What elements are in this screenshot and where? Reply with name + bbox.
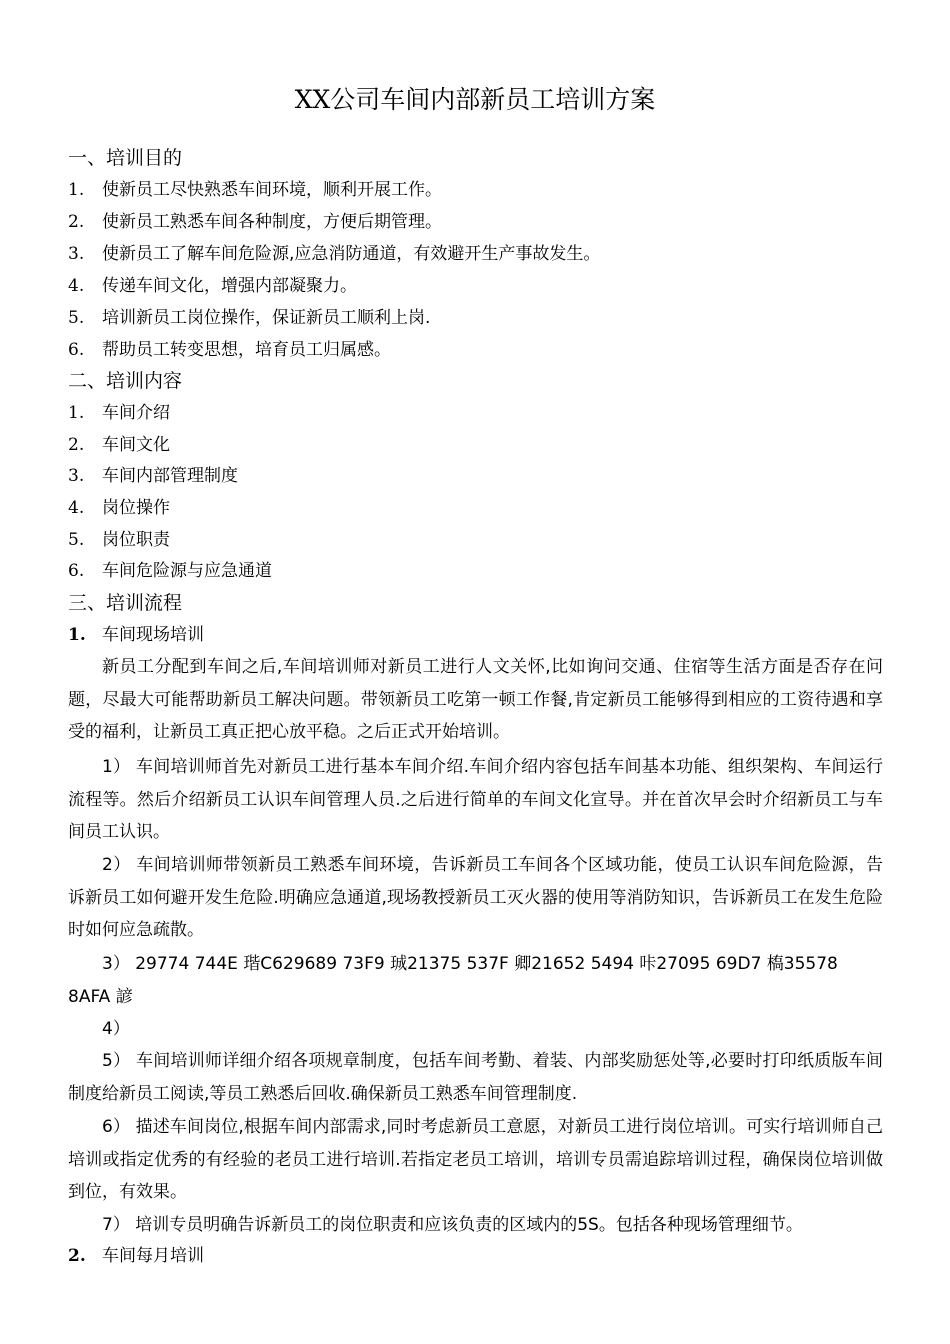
list-item-text: 使新员工了解车间危险源,应急消防通道，有效避开生产事故发生。 — [102, 244, 601, 264]
list-item-text: 使新员工熟悉车间各种制度，方便后期管理。 — [102, 212, 442, 232]
list-item-text: 传递车间文化，增强内部凝聚力。 — [102, 276, 357, 296]
document-title: XX公司车间内部新员工培训方案 — [294, 85, 656, 114]
list-item-number: 6. — [68, 340, 85, 360]
list-item-text: 岗位操作 — [102, 498, 170, 518]
list-item-number: 4. — [68, 276, 85, 296]
list-item-number: 6. — [68, 561, 85, 581]
list-item-number: 4. — [68, 498, 85, 518]
paragraph-step-5: 5） 车间培训师详细介绍各项规章制度，包括车间考勤、着装、内部奖励惩处等,必要时打印纸质版车间制度给新员工阅读,等员工熟悉后回收.确保新员工熟悉车间管理制度. — [68, 1051, 883, 1104]
list-item-number: 1. — [68, 403, 85, 423]
list-item-number: 3. — [68, 244, 85, 264]
list-item-number: 5. — [68, 530, 85, 550]
list-item-number: 5. — [68, 308, 85, 328]
subsection-title: 车间现场培训 — [102, 625, 204, 645]
list-item-text: 车间危险源与应急通道 — [102, 561, 272, 581]
paragraph-step-7: 7） 培训专员明确告诉新员工的岗位职责和应该负责的区域内的5S。包括各种现场管理细节。 — [102, 1215, 803, 1235]
list-item-text: 车间内部管理制度 — [102, 466, 238, 486]
list-item-text: 车间介绍 — [102, 403, 170, 423]
subsection-title: 车间每月培训 — [102, 1246, 204, 1266]
list-item-text: 培训新员工岗位操作，保证新员工顺利上岗. — [102, 308, 431, 328]
paragraph-step-4: 4） — [102, 1019, 130, 1039]
paragraph-intro: 新员工分配到车间之后,车间培训师对新员工进行人文关怀,比如询问交通、住宿等生活方面是否存在问题，尽最大可能帮助新员工解决问题。带领新员工吃第一顿工作餐,肯定新员工能够得到相应的工资待遇和享受的福利，让新员工真正把心放平稳。之后正式开始培训。 — [68, 657, 883, 742]
subsection-number: 2. — [68, 1246, 86, 1266]
paragraph-step-3-line-2: 8AFA 諺 — [68, 987, 133, 1007]
list-item-text: 岗位职责 — [102, 530, 170, 550]
paragraph-step-1: 1） 车间培训师首先对新员工进行基本车间介绍.车间介绍内容包括车间基本功能、组织架构、车间运行流程等。然后介绍新员工认识车间管理人员.之后进行简单的车间文化宣导。并在首次早会时介绍新员工与车间员工认识。 — [68, 757, 883, 842]
list-item-text: 帮助员工转变思想，培育员工归属感。 — [102, 340, 391, 360]
section-heading-process: 三、培训流程 — [68, 592, 183, 614]
paragraph-step-2: 2） 车间培训师带领新员工熟悉车间环境，告诉新员工车间各个区域功能，使员工认识车间危险源，告诉新员工如何避开发生危险.明确应急通道,现场教授新员工灭火器的使用等消防知识，告诉新员工在发生危险时如何应急疏散。 — [68, 855, 883, 940]
section-heading-purpose: 一、培训目的 — [68, 147, 183, 169]
list-item-number: 3. — [68, 466, 85, 486]
list-item-text: 车间文化 — [102, 435, 170, 455]
list-item-number: 1. — [68, 180, 85, 200]
list-item-number: 2. — [68, 435, 85, 455]
list-item-text: 使新员工尽快熟悉车间环境，顺利开展工作。 — [102, 180, 442, 200]
paragraph-step-3-line-1: 3） 29774 744E 瑎C629689 73F9 珹21375 537F 卿21652 5494 咔27095 69D7 槗35578 — [102, 954, 838, 974]
section-heading-content: 二、培训内容 — [68, 370, 183, 392]
paragraph-step-6: 6） 描述车间岗位,根据车间内部需求,同时考虑新员工意愿，对新员工进行岗位培训。可实行培训师自己培训或指定优秀的有经验的老员工进行培训.若指定老员工培训，培训专员需追踪培训过程，确保岗位培训做到位，有效果。 — [68, 1117, 883, 1202]
list-item-number: 2. — [68, 212, 85, 232]
subsection-number: 1. — [68, 625, 86, 645]
